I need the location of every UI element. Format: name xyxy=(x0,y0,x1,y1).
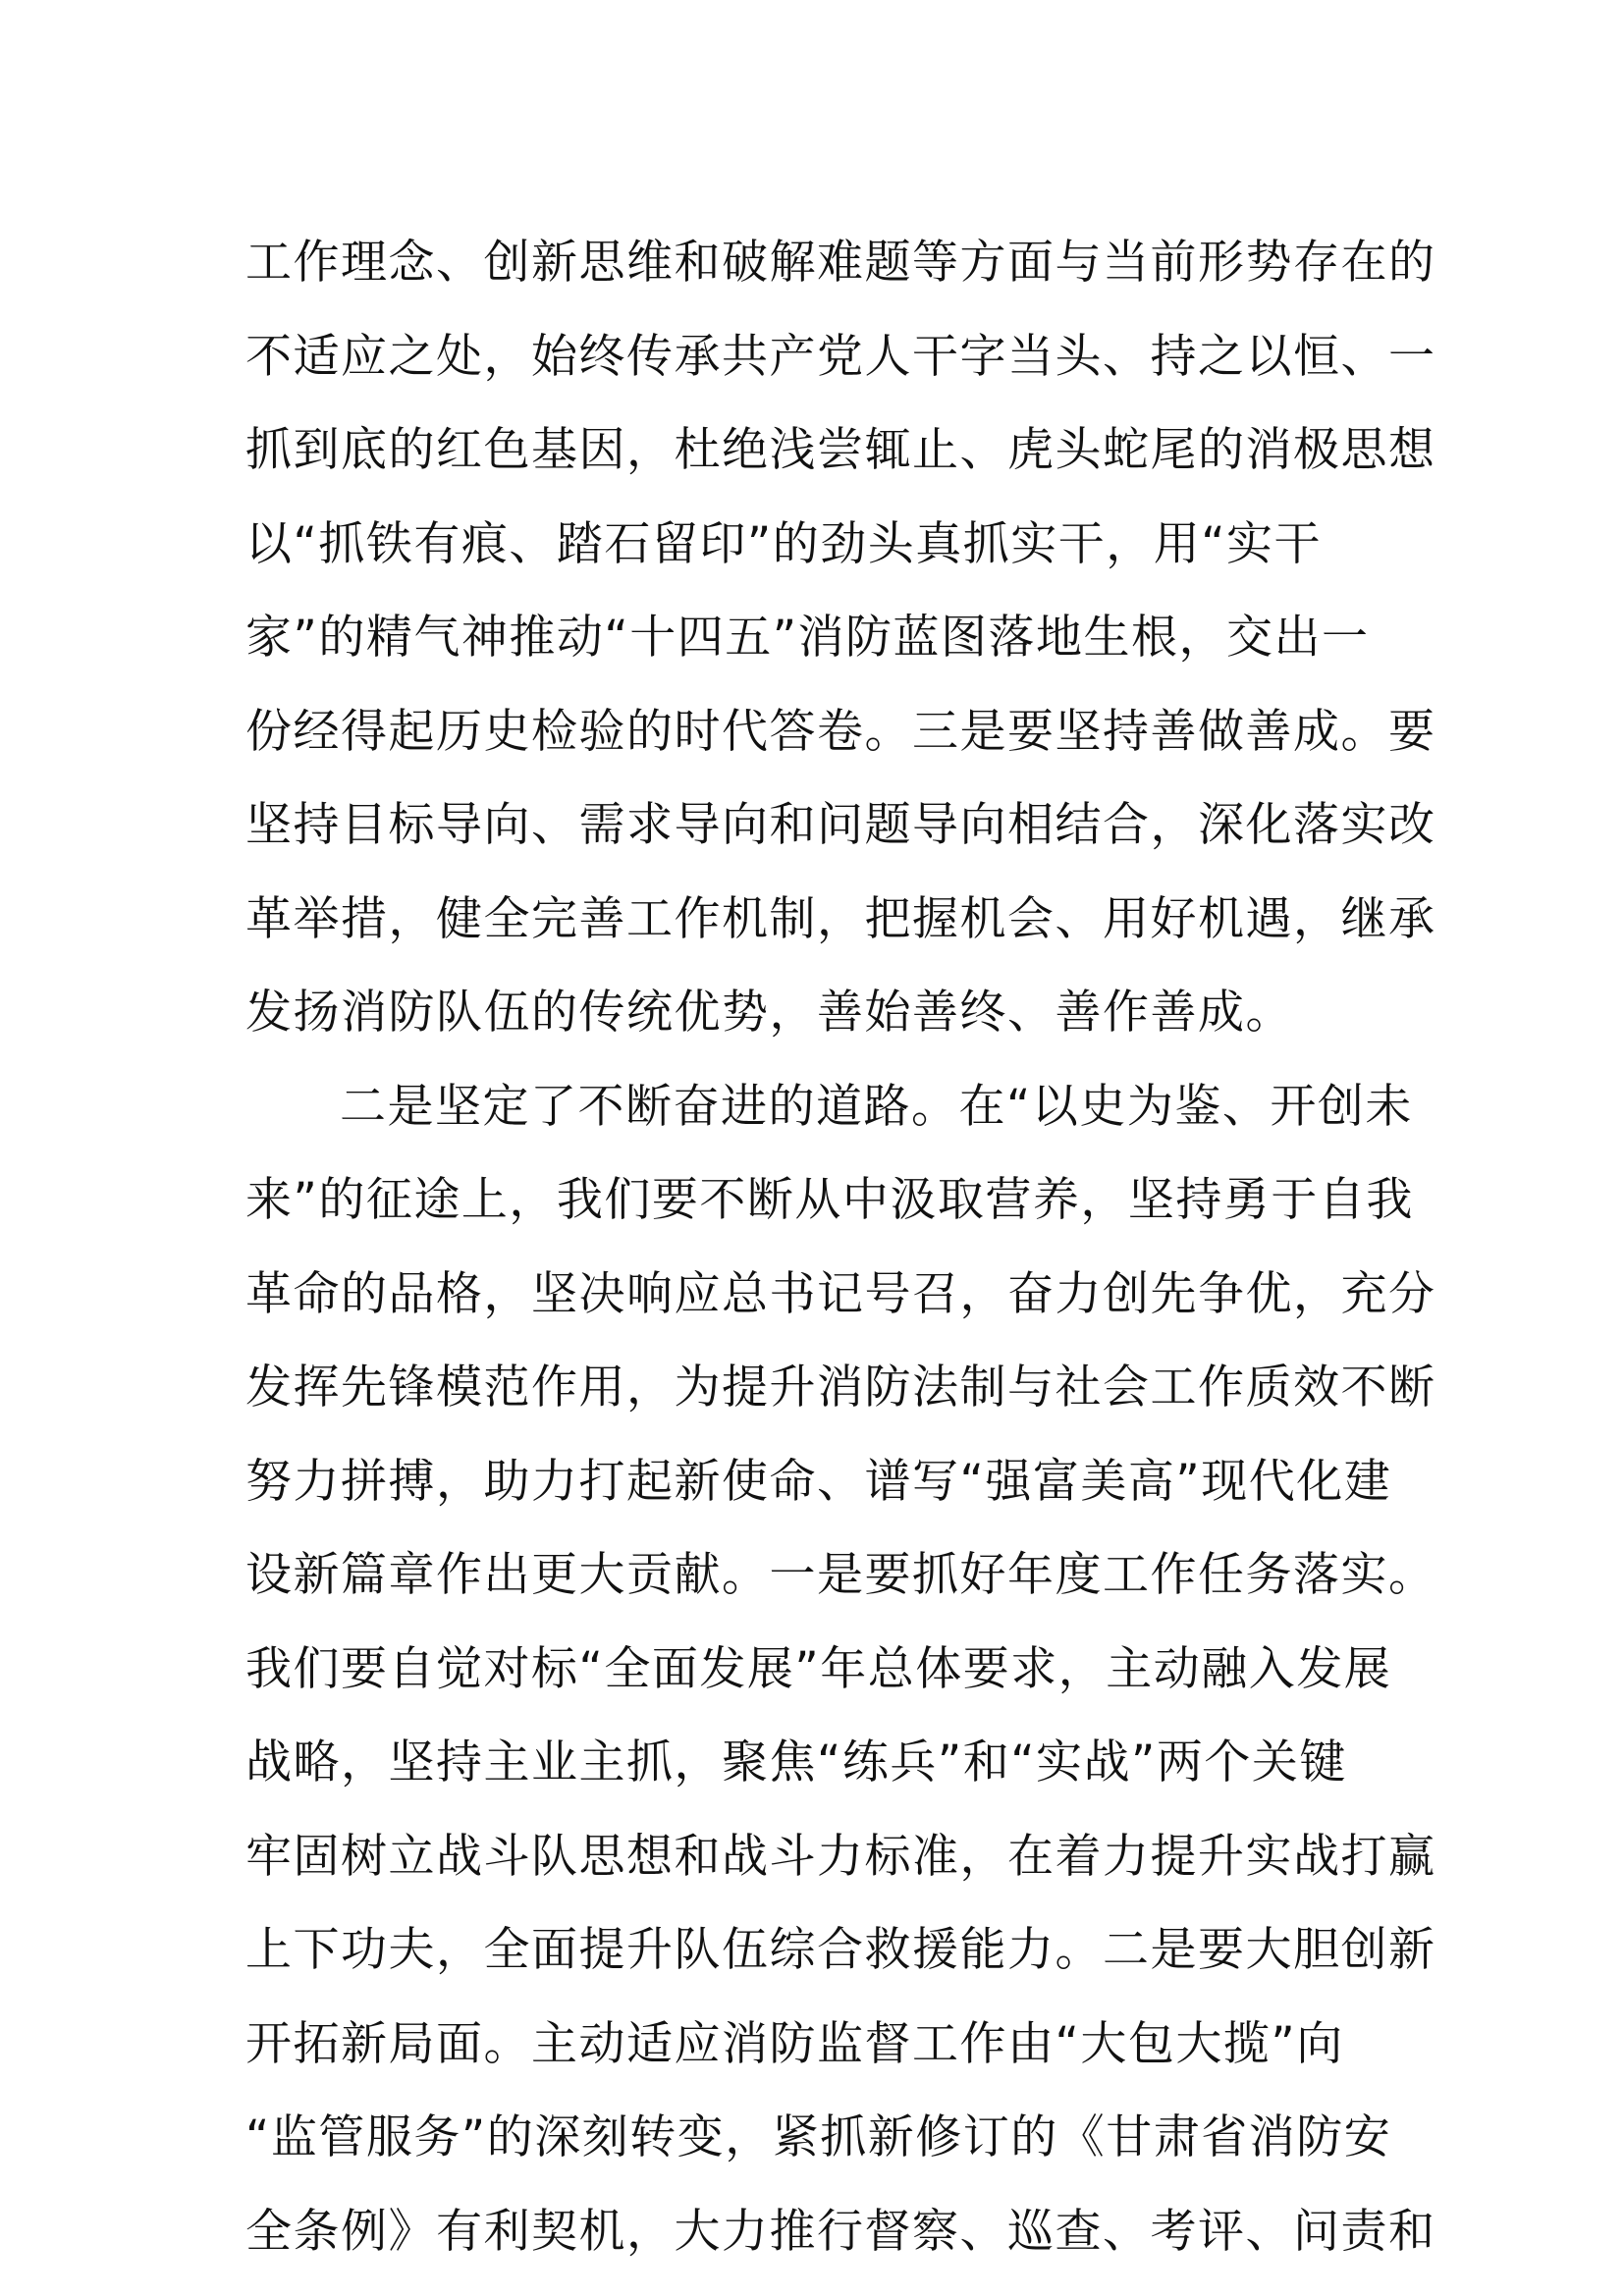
text-line: 我们要自觉对标“全面发展”年总体要求，主动融入发展 xyxy=(245,1641,1392,1696)
text-line: 上下功夫，全面提升队伍综合救援能力。二是要大胆创新 xyxy=(245,1923,1436,1977)
text-line: 不适应之处，始终传承共产党人干字当头、持之以恒、一 xyxy=(245,329,1436,384)
text-line: 来”的征途上，我们要不断从中汲取营养，坚持勇于自我 xyxy=(245,1173,1414,1227)
paragraph-start-line: 二是坚定了不断奋进的道路。在“以史为鉴、开创未 xyxy=(340,1079,1413,1134)
text-line: 发扬消防队伍的传统优势，善始善终、善作善成。 xyxy=(245,986,1293,1040)
text-line: 以“抓铁有痕、踏石留印”的劲头真抓实干，用“实干 xyxy=(245,516,1323,571)
text-line: 设新篇章作出更大贡献。一是要抓好年度工作任务落实。 xyxy=(245,1548,1436,1602)
text-line: “监管服务”的深刻转变，紧抓新修订的《甘肃省消防安 xyxy=(245,2110,1392,2164)
text-line: 开拓新局面。主动适应消防监督工作由“大包大揽”向 xyxy=(245,2016,1344,2071)
text-line: 份经得起历史检验的时代答卷。三是要坚持善做善成。要 xyxy=(245,704,1436,759)
text-line: 全条例》有利契机，大力推行督察、巡查、考评、问责和 xyxy=(245,2204,1436,2259)
text-line: 发挥先锋模范作用，为提升消防法制与社会工作质效不断 xyxy=(245,1361,1436,1415)
text-line: 坚持目标导向、需求导向和问题导向相结合，深化落实改 xyxy=(245,798,1436,852)
text-line: 牢固树立战斗队思想和战斗力标准，在着力提升实战打赢 xyxy=(245,1829,1436,1884)
text-line: 战略，坚持主业主抓，聚焦“练兵”和“实战”两个关键 xyxy=(245,1735,1347,1789)
text-line: 努力拼搏，助力打起新使命、谱写“强富美高”现代化建 xyxy=(245,1454,1392,1509)
text-line: 工作理念、创新思维和破解难题等方面与当前形势存在的 xyxy=(245,236,1436,290)
document-body xyxy=(245,216,1436,2278)
text-line: 家”的精气神推动“十四五”消防蓝图落地生根，交出一 xyxy=(245,611,1370,665)
text-line: 革命的品格，坚决响应总书记号召，奋力创先争优，充分 xyxy=(245,1266,1436,1321)
text-line: 抓到底的红色基因，杜绝浅尝辄止、虎头蛇尾的消极思想 xyxy=(245,423,1436,477)
text-line: 革举措，健全完善工作机制，把握机会、用好机遇，继承 xyxy=(245,891,1436,946)
